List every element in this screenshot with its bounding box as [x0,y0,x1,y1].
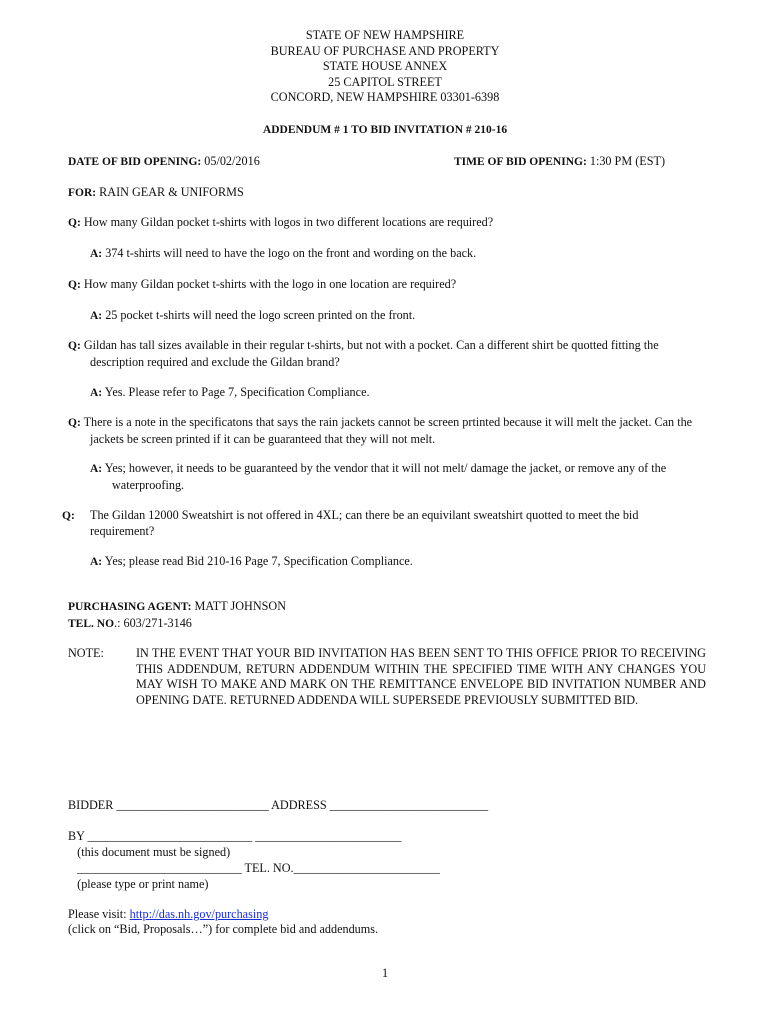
time-value: 1:30 PM (EST) [586,154,666,168]
purchasing-link[interactable]: http://das.nh.gov/purchasing [129,907,269,921]
visit-line [68,907,708,923]
signature-by-line: BY ___________________________ ________________________ [68,829,402,843]
answer-text: Yes; please read Bid 210-16 Page 7, Specification Compliance. [102,554,413,568]
answer-text: 25 pocket t-shirts will need the logo screen printed on the front. [102,308,416,322]
bidder-address-line: BIDDER _________________________ ADDRESS __________________________ [68,798,489,812]
header-line-state: STATE OF NEW HAMPSHIRE [305,28,465,42]
agency-header [0,28,770,106]
question-label: Q: [68,217,81,229]
question-label: Q: [68,279,81,291]
answer-3 [90,385,710,402]
answer-5 [90,554,710,571]
for-value: RAIN GEAR & UNIFORMS [96,185,244,199]
question-text: How many Gildan pocket t-shirts with logos in two different locations are required? [80,215,494,229]
question-label: Q: [62,510,75,522]
header-line-bureau: BUREAU OF PURCHASE AND PROPERTY [270,43,500,58]
tel-label: TEL. NO [68,617,115,630]
question-1 [68,215,708,232]
answer-1 [90,246,710,263]
bid-opening-time [454,154,665,171]
tel-value: .: 603/271-3146 [114,615,192,630]
question-text: How many Gildan pocket t-shirts with the logo in one location are required? [80,277,457,291]
answer-label: A: [90,248,103,260]
note-text: IN THE EVENT THAT YOUR BID INVITATION HAS BEEN SENT TO THIS OFFICE PRIOR TO RECEIVING THIS ADDENDUM, RETURN ADDENDUM WITHIN THE SPECIFIED TIME WITH ANY CHANGES YOU MAY WISH TO MAKE AND MARK ON THE REMITTANCE ENVELOPE BID INVITATION NUMBER AND OPENING DATE. RETURNED ADDENDA WILL SUPERSEDE PREVIOUSLY SUBMITTED BID. [136,646,706,707]
agent-label: PURCHASING AGENT: [68,601,192,613]
print-name-note: (please type or print name) [68,877,209,891]
question-text: Gildan has tall sizes available in their regular t-shirts, but not with a pocket. Can a different shirt be quotted fitting the description required and exclude the Gildan brand? [80,338,659,369]
question-text: The Gildan 12000 Sweatshirt is not offered in 4XL; can there be an equivilant sweatshirt quotted to meet the bid requirement? [90,508,639,538]
bid-opening-date [68,154,260,171]
header-line-city: CONCORD, NEW HAMPSHIRE 03301-6398 [270,90,500,105]
answer-label: A: [90,310,103,322]
answer-label: A: [90,387,103,399]
question-3 [68,338,708,370]
question-text: There is a note in the specificatons that says the rain jackets cannot be screen prtinted because it will melt the jacket. Can the jackets be screen printed if it can be guaranteed that they will not melt. [80,415,693,446]
date-label: DATE OF BID OPENING: [68,156,202,168]
answer-2 [90,308,710,325]
answer-text: Yes. Please refer to Page 7, Specification Compliance. [102,385,370,399]
visit-instructions: (click on “Bid, Proposals…”) for complete bid and addendums. [68,922,379,936]
date-value: 05/02/2016 [201,154,260,168]
answer-label: A: [90,463,103,475]
time-label: TIME OF BID OPENING: [454,156,587,168]
question-4 [68,415,708,447]
question-label: Q: [68,417,81,429]
answer-label: A: [90,556,103,568]
page-number: 1 [381,966,389,980]
question-2 [68,277,708,294]
question-5 [62,508,702,539]
question-label: Q: [68,340,81,352]
signature-note: (this document must be signed) [68,845,231,859]
for-line [68,185,244,202]
visit-prefix: Please visit: [68,907,130,921]
answer-4 [90,461,710,493]
addendum-title: ADDENDUM # 1 TO BID INVITATION # 210-16 [262,124,508,136]
agent-name: MATT JOHNSON [191,599,287,613]
purchasing-agent-block [68,599,286,632]
for-label: FOR: [68,187,97,199]
note-label: NOTE: [68,646,104,660]
answer-text: 374 t-shirts will need to have the logo on the front and wording on the back. [102,246,477,260]
header-line-street: 25 CAPITOL STREET [328,74,442,89]
header-line-building: STATE HOUSE ANNEX [322,59,448,74]
print-name-tel-line: ___________________________ TEL. NO.________________________ [68,861,440,875]
answer-text: Yes; however, it needs to be guaranteed by the vendor that it will not melt/ damage the jacket, or remove any of the waterproofing. [102,461,667,492]
